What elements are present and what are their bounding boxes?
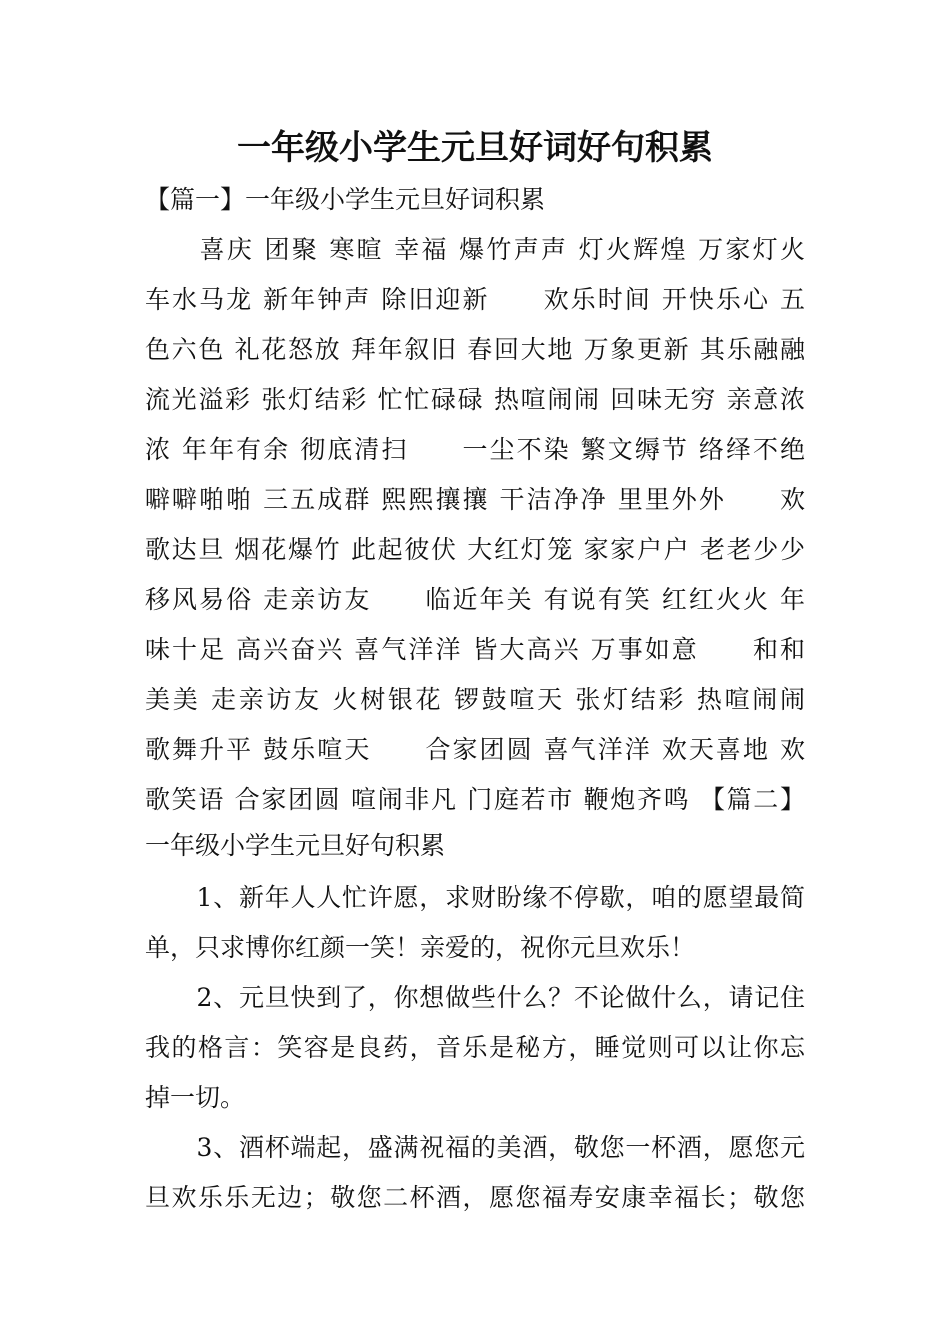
text-line: 旦欢乐乐无边；敬您二杯酒，愿您福寿安康幸福长；敬您: [145, 1183, 805, 1212]
document-title: 一年级小学生元旦好词好句积累: [237, 128, 713, 168]
text-line: 车水马龙 新年钟声 除旧迎新 欢乐时间 开快乐心 五: [145, 285, 805, 314]
text-line: 1、新年人人忙许愿，求财盼缘不停歇，咱的愿望最简: [145, 883, 805, 912]
text-line: 歌达旦 烟花爆竹 此起彼伏 大红灯笼 家家户户 老老少少: [145, 535, 805, 564]
text-line: 移风易俗 走亲访友 临近年关 有说有笑 红红火火 年: [145, 585, 805, 614]
text-line: 2、元旦快到了，你想做些什么？不论做什么，请记住: [145, 983, 805, 1012]
text-line: 色六色 礼花怒放 拜年叙旧 春回大地 万象更新 其乐融融: [145, 335, 805, 364]
text-line: 我的格言：笑容是良药，音乐是秘方，睡觉则可以让你忘: [145, 1033, 805, 1062]
text-line: 歌笑语 合家团圆 喧闹非凡 门庭若市 鞭炮齐鸣 【篇二】: [145, 785, 805, 814]
text-line: 味十足 高兴奋兴 喜气洋洋 皆大高兴 万事如意 和和: [145, 635, 805, 664]
text-line: 歌舞升平 鼓乐喧天 合家团圆 喜气洋洋 欢天喜地 欢: [145, 735, 805, 764]
text-line: 喜庆 团聚 寒暄 幸福 爆竹声声 灯火辉煌 万家灯火: [145, 235, 805, 264]
text-line: 掉一切。: [145, 1083, 246, 1112]
text-line: 浓 年年有余 彻底清扫 一尘不染 繁文缛节 络绎不绝: [145, 435, 805, 464]
text-line: 流光溢彩 张灯结彩 忙忙碌碌 热喧闹闹 回味无穷 亲意浓: [145, 385, 805, 414]
section-heading: 一年级小学生元旦好句积累: [145, 831, 446, 860]
text-line: 噼噼啪啪 三五成群 熙熙攘攘 干洁净净 里里外外 欢: [145, 485, 805, 514]
text-line: 美美 走亲访友 火树银花 锣鼓喧天 张灯结彩 热喧闹闹: [145, 685, 805, 714]
text-line: 【篇一】一年级小学生元旦好词积累: [145, 185, 546, 214]
text-line: 3、酒杯端起，盛满祝福的美酒，敬您一杯酒，愿您元: [145, 1133, 805, 1162]
text-line: 单，只求博你红颜一笑！亲爱的，祝你元旦欢乐！: [145, 933, 696, 962]
